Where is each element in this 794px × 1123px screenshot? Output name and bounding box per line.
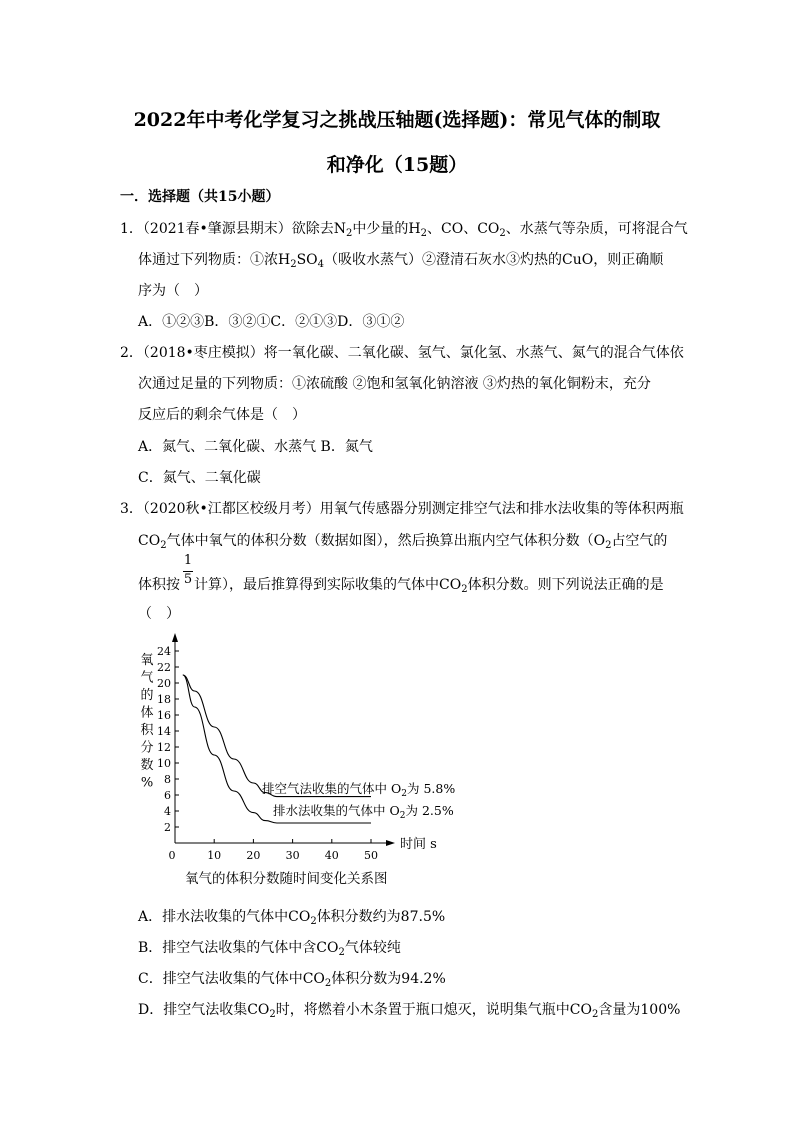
x-axis-label: 时间 s — [400, 837, 437, 852]
q3-option-c: C．排空气法收集的气体中$CO_2$体积分数为94.2% — [138, 971, 446, 989]
y-tick-label: 16 — [157, 709, 171, 722]
series-line-2 — [183, 675, 371, 823]
y-axis-label-char: 积 — [140, 723, 154, 738]
y-tick-label: 22 — [157, 661, 171, 674]
fraction-denominator: 5 — [183, 572, 193, 587]
x-tick-label: 10 — [207, 849, 222, 862]
fraction-numerator: 1 — [183, 553, 193, 568]
q3-line4: （ ） — [138, 606, 180, 622]
document-title-line2: 和净化（15题） — [326, 154, 468, 176]
y-tick-label: 8 — [164, 773, 171, 786]
q2-options-ab: A．氮气、二氧化碳、水蒸气 B．氮气 — [138, 439, 373, 455]
y-axis-label-char: 分 — [140, 740, 154, 756]
y-axis-label-char: 的 — [140, 688, 154, 703]
y-tick-label: 14 — [157, 725, 171, 738]
y-axis-label-char: 数 — [140, 758, 154, 773]
q3-option-b: B．排空气法收集的气体中含$CO_2$气体较纯 — [138, 940, 401, 958]
chart-series — [183, 675, 371, 823]
section-heading: 一．选择题（共15小题） — [120, 189, 280, 205]
q2-option-c: C．氮气、二氧化碳 — [138, 470, 261, 486]
series-label-1: 排空气法收集的气体中 $O_2$为 5.8% — [262, 781, 456, 799]
x-tick-label: 50 — [364, 849, 378, 862]
q3-line3: 体积按 计算），最后推算得到实际收集的气体中$CO_2$体积分数。则下列说法正确的是 — [138, 577, 664, 595]
y-axis-arrow — [172, 633, 178, 642]
q1-options: A．①②③B．③②①C．②①③D．③①② — [138, 314, 405, 330]
q1-line3: 序为（ ） — [138, 283, 208, 299]
y-axis-label-char: 氧 — [140, 653, 154, 668]
q3-line2: $CO_2$气体中氧气的体积分数（数据如图），然后换算出瓶内空气体积分数（$O_2$占空气的 — [138, 533, 668, 551]
q1-line2: 体通过下列物质：①浓$H_2SO_4$（吸收水蒸气）②澄清石灰水③灼热的CuO，则正确顺 — [138, 252, 664, 270]
chart-caption: 氧气的体积分数随时间变化关系图 — [185, 871, 388, 887]
oxygen-fraction-chart — [130, 628, 490, 896]
y-axis-label-char: 体 — [140, 705, 154, 721]
x-tick-label: 40 — [324, 849, 339, 862]
series-line-1 — [183, 675, 371, 797]
q2-line1: 2．（2018•枣庄模拟）将一氧化碳、二氧化碳、氢气、氯化氢、水蒸气、氮气的混合气体依 — [120, 345, 684, 361]
q1-line1: 1．（2021春•肇源县期末）欲除去$N_2$中少量的$H_2$、CO、$CO_2$、水蒸气等杂质，可将混合气 — [120, 221, 688, 239]
y-tick-label: 12 — [157, 741, 171, 754]
y-tick-label: 4 — [164, 805, 171, 818]
series-label-2: 排水法收集的气体中 $O_2$为 2.5% — [273, 803, 454, 821]
y-tick-label: 2 — [164, 821, 171, 834]
y-tick-label: 24 — [157, 645, 171, 658]
q3-line1: 3．（2020秋•江都区校级月考）用氧气传感器分别测定排空气法和排水法收集的等体积两瓶 — [120, 501, 684, 517]
q2-line3: 反应后的剩余气体是（ ） — [138, 407, 306, 423]
y-tick-label: 10 — [157, 757, 171, 770]
document-title-line1: 2022年中考化学复习之挑战压轴题(选择题)：常见气体的制取 — [133, 109, 661, 131]
q3-option-d: D．排空气法收集$CO_2$时，将燃着小木条置于瓶口熄灭，说明集气瓶中$CO_2$含量为100% — [138, 1002, 681, 1020]
y-axis-label-char: 气 — [140, 670, 154, 686]
y-tick-label: 6 — [164, 789, 171, 802]
x-axis-arrow — [386, 840, 395, 846]
x-tick-label: 0 — [168, 849, 176, 862]
y-tick-label: 18 — [157, 693, 171, 706]
chart-ticks — [157, 645, 378, 862]
x-tick-label: 20 — [246, 849, 261, 862]
q3-option-a: A．排水法收集的气体中$CO_2$体积分数约为87.5% — [138, 909, 446, 927]
q2-line2: 次通过足量的下列物质：①浓硫酸 ②饱和氢氧化钠溶液 ③灼热的氧化铜粉末，充分 — [138, 376, 651, 392]
y-tick-label: 20 — [157, 677, 171, 690]
x-tick-label: 30 — [285, 849, 300, 862]
y-axis-label-char: % — [140, 775, 154, 791]
